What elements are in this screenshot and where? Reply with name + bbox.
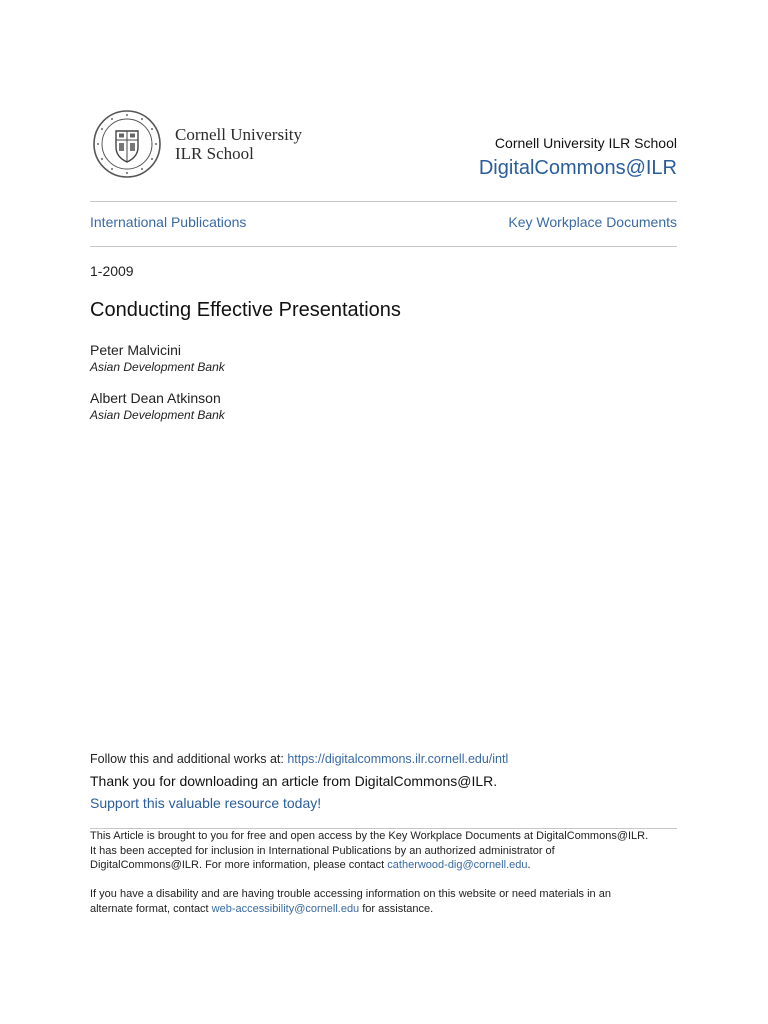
accessibility-line: If you have a disability and are having trouble accessing information on this website or need materials in an [90, 888, 611, 900]
logo-line-university: Cornell University [175, 125, 303, 144]
document-title: Conducting Effective Presentations [90, 299, 401, 321]
follow-url-link[interactable]: https://digitalcommons.ilr.cornell.edu/intl [287, 752, 509, 766]
access-notice [90, 829, 680, 873]
follow-label: Follow this and additional works at: [90, 752, 288, 766]
accessibility-email-link[interactable]: web-accessibility@cornell.edu [211, 902, 360, 915]
accessibility-line [90, 902, 680, 917]
notice-text: . [527, 859, 531, 871]
follow-line [90, 752, 508, 766]
support-link[interactable]: Support this valuable resource today! [90, 795, 322, 811]
contact-email-link[interactable]: catherwood-dig@cornell.edu [387, 859, 528, 871]
notice-line: It has been accepted for inclusion in International Publications by an authorized administrator of [90, 844, 555, 857]
series-link[interactable]: Key Workplace Documents [508, 214, 677, 230]
author-affiliation: Asian Development Bank [90, 408, 225, 422]
notice-line: This Article is brought to you for free and open access by the Key Workplace Documents at DigitalCommons@ILR. [90, 830, 649, 842]
notice-line [90, 858, 680, 873]
author-name: Peter Malvicini [90, 342, 182, 358]
school-name: Cornell University ILR School [494, 135, 677, 151]
cornell-ilr-wordmark [175, 125, 302, 163]
divider-nav [90, 246, 677, 247]
accessibility-notice [90, 887, 680, 916]
author-affiliation: Asian Development Bank [90, 360, 225, 374]
accessibility-text: for assistance. [359, 902, 434, 915]
digitalcommons-link[interactable]: DigitalCommons@ILR [478, 157, 677, 179]
notice-text: DigitalCommons@ILR. For more information, please contact [90, 859, 388, 871]
publication-date: 1-2009 [90, 263, 134, 279]
author-name: Albert Dean Atkinson [90, 390, 221, 406]
collection-link[interactable]: International Publications [90, 214, 247, 230]
thanks-message: Thank you for downloading an article from DigitalCommons@ILR. [90, 773, 498, 789]
divider-top [90, 201, 677, 202]
logo-line-school: ILR School [175, 144, 254, 163]
cornell-seal-logo [92, 109, 162, 179]
accessibility-text: alternate format, contact [90, 902, 212, 915]
